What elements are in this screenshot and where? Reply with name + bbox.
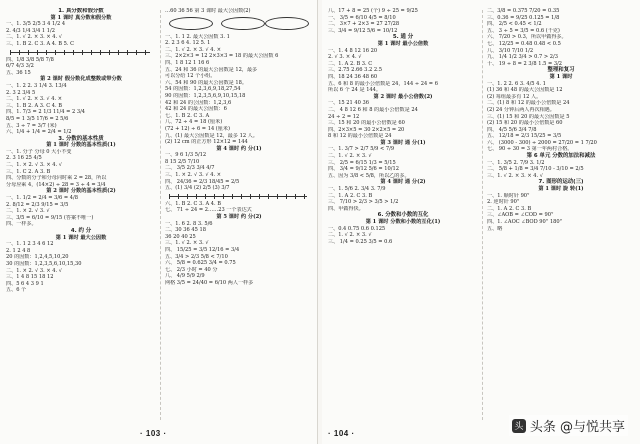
answer-line: (2) 12 cm 的正方形 12×12 = 144 [165, 139, 248, 146]
lesson-heading: 第 1 课时 旋 转(1) [538, 186, 584, 193]
watermark [509, 415, 628, 436]
answer-line: 六、 5/8 = 0.625 3/4 = 0.75 [165, 260, 236, 267]
answer-line: 2. 1 2 4 8 [6, 247, 31, 254]
answer-line: 二、 4 8 12 6 和 8 的最小公倍数是 24 [328, 106, 418, 113]
answer-line: 二、1. √ 2. × 3. √ [328, 153, 372, 160]
answer-line: 一、1. 1/2 = 2/4 = 3/6 = 4/8 [6, 195, 78, 202]
lesson-heading: 第 4 课时 通 分(2) [380, 179, 426, 186]
page-number: · 103 · [140, 429, 167, 438]
lesson-heading: 第 2 课时 最小公倍数(2) [373, 93, 433, 100]
answer-line: 2. 逆时针 90° [487, 199, 520, 206]
answer-line: 2. 4/3 1/4 3/4 1 1/2 [6, 27, 55, 34]
right-page [322, 0, 640, 444]
answer-line: 2. 2 3 6 4. 12 5. 1 [165, 40, 211, 47]
answer-line: 二、1. √ 2. × 3. √ 4. × [6, 96, 62, 103]
answer-line: 三、 7/10 > 2/3 > 3/5 > 1/2 [328, 199, 399, 206]
answer-line: 一、1. 2 2. 3 1/4 3. 13/4 [6, 82, 67, 89]
section-heading: 6. 分数和小数的互化 [377, 212, 429, 219]
answer-line: 七、 2/3 小时 = 40 分 [165, 266, 218, 273]
lesson-heading: 第 1 课时 最大公因数 [55, 234, 107, 241]
answer-column-4 [487, 8, 635, 422]
answer-line: 五、3/4 > 2/3 5/8 < 7/10 [165, 253, 228, 260]
answer-line: 三、1. C 2. A 3. B [6, 168, 51, 175]
answer-line: 五、 12/18 = 2/3 15/25 = 3/5 [487, 133, 562, 140]
answer-line: 八、72 ÷ 4 = 18 (厘米) [165, 119, 223, 126]
section-heading: 5. 通 分 [392, 34, 414, 41]
answer-line: 七、 90 ÷ 30 = 3 第一年两村合格。 [487, 146, 573, 153]
answer-line: 一、1. 分子 分母 0 大小不变 [6, 148, 72, 155]
answer-line: 一、1. 6 2. 8 3. 5/6 [165, 220, 213, 227]
lesson-heading: 第 2 课时 分数的基本性质(2) [46, 188, 116, 195]
lesson-heading: 第 1 课时 分数和小数的互化(1) [365, 219, 441, 225]
answer-line: 二、1. A 2. B 3. C [328, 60, 373, 67]
factor-sets-diagram [165, 16, 313, 32]
answer-line: 三、∠AOB = ∠COD = 90° [487, 212, 554, 219]
answer-line: 三、1 4 8 15 18 12 [6, 274, 54, 281]
section-heading: 4. 约 分 [70, 228, 92, 234]
answer-line: 一、1. 1 2. 最大公因数 3. 1 [165, 33, 230, 40]
answer-line: 2. 3 2 3/4 5 [6, 89, 36, 96]
lesson-heading: 第 5 课时 约 分(2) [216, 214, 262, 221]
answer-line: 四、2×3×5 = 30 2×2×5 = 20 [328, 126, 405, 133]
answer-line: 二、1. √ 2. × 3. × 4. √ [6, 34, 62, 41]
answer-line: 四、分数的分子和分母同时乘 2 = 28，所以 [6, 175, 107, 182]
answer-line: 二、 5/8 + 1/8 = 3/4 7/10 - 3/10 = 2/5 [487, 166, 584, 173]
answer-line: 三、0.36 = 9/25 0.125 = 1/8 [487, 14, 560, 21]
answer-line: 十、 19 ÷ 8 = 2 3/8 1.5 = 3/2 [487, 60, 563, 67]
answer-line: …60 36 56 第 3 课时 最大公因数(2) [165, 8, 251, 14]
answer-line: 二、1. √ 2. × 3. √ 4. × [165, 46, 221, 53]
answer-line: 三、 2/5 = 6/15 1/3 = 5/15 [328, 159, 396, 166]
answer-line: 四、5 6 4 3 9 1 [6, 280, 44, 287]
answer-line: 六、 (3000 - 300) ÷ 2000 = 27/20 = 1 7/20 [487, 139, 597, 146]
answer-line: 一、1. 2 2. 6 3. 4/5 4. 1 [487, 80, 546, 87]
answer-line: 网格 3/5 = 24/40 = 6/10 两人一样多 [165, 279, 254, 286]
answer-line: 所以 6 个 24 是 144。 [328, 87, 382, 94]
answer-line: 五、6 和 8 的最小公倍数是 24，144 ÷ 24 = 6 [328, 80, 438, 87]
answer-line: 二、1. √ 2. × 3. √ [328, 232, 372, 239]
answer-line: 四、1 8 12 1 16 6 [165, 59, 210, 66]
answer-line: 二、1. A 2. C 3. B [328, 192, 373, 199]
answer-line: 一、1. 4 8 12 16 20 [328, 47, 378, 54]
answer-line: 分母应乘 4，(14×2) ÷ 28 = 3 ÷ 4 = 3/4 [6, 181, 106, 188]
answer-line: 一、1. 顺时针 90° [487, 192, 530, 199]
answer-line: 二、1. × 2. √ 3. × 4. √ [6, 162, 62, 169]
section-heading: 整理和复习 [547, 67, 575, 74]
answer-line: 三、1. × 2. √ 3. √ 4. × [165, 172, 221, 179]
answer-line: 八、 4/9 5/9 2/9 [165, 273, 205, 280]
answer-line: 二、3/8 = 0.375 7/20 = 0.35 [487, 8, 560, 14]
answer-line: 五、 3 ÷ 5 = 3/5 = 0.6 (千克) [487, 27, 560, 34]
answer-line: 五、3 ÷ 7 = 3/7 (米) [6, 122, 57, 129]
answer-line: 三、3/4 = 9/12 5/6 = 10/12 [328, 27, 398, 34]
answer-line: 八、17 + 8 = 25 (个) 9 ÷ 25 = 9/25 [328, 8, 418, 14]
answer-line: 五、因为 3/8 < 5/8，所以乙的多。 [328, 172, 410, 179]
lesson-heading: 第 1 课时 真分数和假分数 [50, 14, 112, 21]
answer-line: 90 的因数：1,2,3,5,6,9,10,15,18 [165, 92, 246, 99]
answer-line: (2) 15 和 20 的最小公倍数是 60 [487, 120, 563, 127]
left-page [0, 0, 318, 444]
answer-line: 42 和 24 的公因数：1,2,3,6 [165, 99, 232, 106]
answer-column-3 [328, 8, 478, 422]
section-heading: 第 6 单元 分数的加法和减法 [526, 153, 596, 160]
lesson-heading: 第 4 课时 约 分(1) [216, 145, 262, 152]
answer-line: 二、1. × 2. √ 3. × 4. √ [6, 267, 62, 274]
answer-line: 七、 71 ÷ 24 = 2……23 一个表达式 [165, 207, 252, 214]
answer-line: 8/5 = 1 3/5 17/6 = 2 5/6 [6, 115, 69, 122]
answer-line: 一、1. 3/5 2/5 3 4 1/2 4 [6, 21, 66, 28]
answer-line: 36 20 40 25 [165, 233, 196, 240]
answer-line: 24 ÷ 2 = 12 [328, 113, 360, 120]
answer-line: 30 的因数：1,2,3,5,6,10,15,30 [6, 260, 82, 267]
answer-line: 三、3/5 = 6/10 = 9/15 (答案不唯一) [6, 214, 94, 221]
answer-line: 三、1. √ 2. × 3. √ [165, 240, 209, 247]
answer-line: 三、1. B 2. A 3. C 4. B [6, 102, 63, 109]
number-line-figure [165, 193, 313, 200]
answer-line: 三、 1/4 = 0.25 3/5 = 0.6 [328, 238, 393, 245]
answer-line: 8 15 2/5 7/10 [165, 158, 200, 165]
answer-line: 四、1/8 3/8 5/8 7/8 [6, 56, 54, 63]
answer-line: 二、1. × 2. √ 3. √ [6, 208, 50, 215]
answer-line: 八、 3/10 7/10 1/2 [487, 47, 534, 54]
number-line-figure [6, 49, 156, 56]
answer-line: 2. √ 3. × 4. √ [328, 54, 362, 61]
answer-line: 2. 3 16 25 4/5 [6, 155, 42, 162]
answer-line: 三、2.75 2.66 3.2 2.5 [328, 67, 382, 74]
answer-line: 四、1. 7/3 = 2 1/3 11/4 = 2 3/4 [6, 109, 86, 116]
answer-line: 6/7 4/3 3/2 [6, 63, 34, 70]
answer-line: 2. 8/12 = 2/3 9/15 = 3/5 [6, 201, 69, 208]
section-heading: 7. 图形的运动(三) [538, 179, 584, 186]
answer-line: 九、 1/4 1/2 3/4 > 0.7 > 2/3 [487, 54, 558, 61]
answer-line: 一、 3/5 = 6/10 4/5 = 8/10 [328, 14, 396, 21]
answer-line: 三、1. B 2. C 3. A 4. B 5. C [6, 40, 75, 47]
lesson-heading: 第 1 课时 分数的基本性质(1) [46, 142, 116, 149]
answer-line: 20 的因数：1,2,4,5,10,20 [6, 254, 69, 261]
answer-line: 四、 4/5 5/6 3/4 7/8 [487, 126, 537, 133]
answer-line: 一、15 21 40 36 [328, 100, 369, 107]
answer-line: 二、1. A 2. C 3. B [487, 205, 532, 212]
section-heading: 1. 真分数和假分数 [58, 8, 104, 14]
toutiao-logo-icon: 头 [512, 419, 526, 433]
answer-line: 二、 3×7 + 2×3 = 27 27/28 [328, 21, 400, 28]
section-heading: 3. 分数的基本性质 [58, 135, 104, 142]
lesson-heading: 第 1 课时 [549, 73, 573, 80]
lesson-heading: 第 2 课时 假分数化成整数或带分数 [40, 76, 122, 83]
answer-line: 六、 7/20 > 0.3，所以甲做得多。 [487, 34, 567, 41]
lesson-heading: 第 1 课时 最小公倍数 [377, 40, 429, 47]
answer-line: 四、甲做得快。 [328, 205, 364, 212]
answer-line: 42 和 24 的最大公因数：6 [165, 106, 227, 113]
answer-line: 三、2×2×3 = 12 2×3×3 = 18 的最大公因数 6 [165, 53, 279, 60]
page-number: · 104 · [328, 429, 355, 438]
answer-line: 五、略 [487, 225, 503, 232]
answer-line: (2) 每组最多有 12 人。 [487, 93, 542, 100]
answer-line: 三、(1) 15 和 20 的最大公因数是 5 [487, 113, 570, 120]
answer-line: 九、(1) 最大公因数是 12，最多 12 人。 [165, 132, 258, 139]
column-divider [482, 10, 483, 420]
answer-line: 一、9 6 1/3 5/12 [165, 152, 207, 159]
answer-line: 四、1. ∠AOC ∠BOD 90° 180° [487, 219, 563, 225]
answer-line: 七、 12/25 = 0.48 0.48 < 0.5 [487, 40, 561, 47]
column-divider [160, 10, 161, 420]
answer-line: 四、一样多。 [6, 221, 37, 228]
answer-line: 二、 3/5 2/3 3/4 4/7 [165, 165, 215, 172]
answer-line: 六、1/4 + 1/4 = 2/4 = 1/2 [6, 129, 72, 136]
answer-line: 54 的因数：1,2,3,6,9,18,27,54 [165, 86, 241, 93]
answer-line: (1) 36 和 48 的最大公因数是 12 [487, 87, 563, 94]
answer-line: 四、 2/5 < 0.45 < 1/2 [487, 21, 542, 28]
answer-line: 一、1. 1 2 3 4 6 12 [6, 241, 54, 248]
answer-line: 可以分给 12 个小组。 [165, 73, 216, 80]
answer-line: 五、36 15 [6, 69, 31, 76]
watermark-text: 头条 @与悦共享 [529, 420, 625, 435]
answer-line: (2) 24 分钟后两人再次相遇。 [487, 106, 555, 113]
answer-line: 一、1. 3/5 2. 7/9 3. 1/2 [487, 159, 545, 166]
answer-line: 三、1. √ 2. × 3. × 4. √ [487, 172, 543, 179]
answer-line: 二、(1) 8 和 12 的最小公倍数是 24 [487, 100, 570, 107]
answer-line: 五、(1) 3/4 (2) 2/5 (3) 3/7 [165, 185, 230, 192]
answer-line: 四、 3/4 = 9/12 5/6 = 10/12 [328, 166, 399, 173]
answer-line: (72 + 12) ÷ 6 = 14 (厘米) [165, 125, 230, 132]
answer-line: 四、 24/36 = 2/3 18/45 = 2/5 [165, 178, 240, 185]
answer-line: 一、1. 5/6 2. 3/4 3. 7/9 [328, 186, 386, 193]
lesson-heading: 第 3 课时 通 分(1) [380, 139, 426, 146]
answer-column-2 [165, 8, 313, 422]
answer-line: 一、0.4 0.75 0.6 0.125 [328, 225, 386, 232]
answer-line: 二、30 36 45 18 [165, 227, 206, 234]
answer-column-1 [6, 8, 156, 422]
answer-line: 8 和 12 的最小公倍数是 24 [328, 133, 392, 140]
answer-line: 六、54 和 90 的最大公因数是 18。 [165, 79, 247, 86]
answer-line: 五、24 和 36 的最大公因数是 12，最多 [165, 66, 258, 73]
answer-line: 三、15 和 20 的最小公倍数是 60 [328, 120, 405, 127]
answer-line: 四、18 24 36 48 60 [328, 73, 378, 80]
answer-line: 七、1. B 2. C 3. A [165, 112, 210, 119]
answer-line: 五、6 个 [6, 287, 27, 294]
answer-line: 四、 15/25 = 3/5 12/16 = 3/4 [165, 247, 240, 253]
answer-line: 六、1. B 2. C 3. A 4. B [165, 200, 222, 207]
answer-line: 一、1. 3/7 > 2/7 5/9 < 7/9 [328, 146, 395, 153]
